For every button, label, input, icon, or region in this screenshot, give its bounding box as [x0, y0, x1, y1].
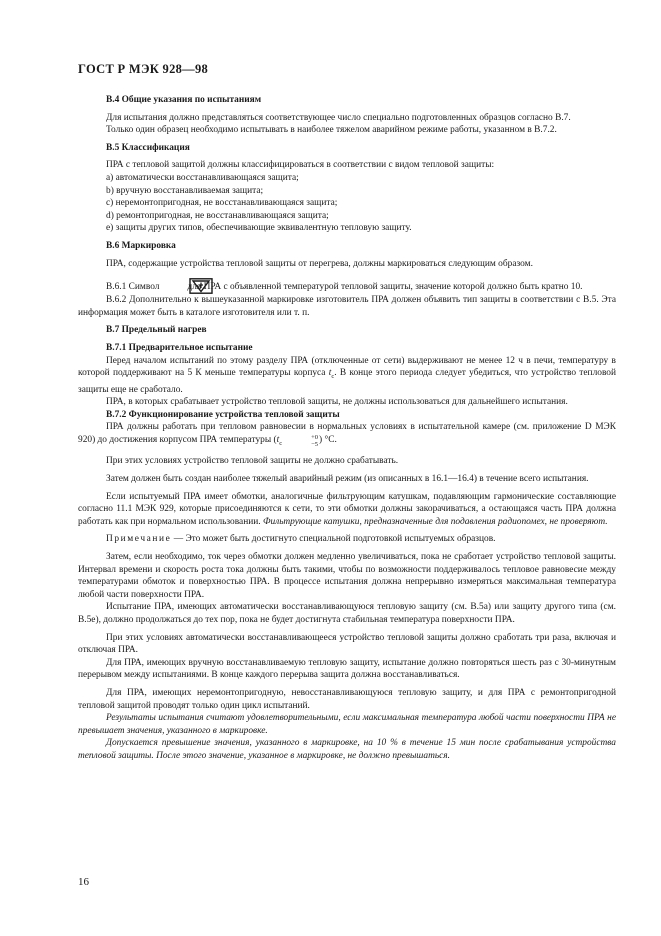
list-item: c) неремонтопригодная, не восстанавливающаяся защита;: [106, 198, 338, 209]
para-non-repairable: Для ПРА, имеющих неремонтопригодную, невосстанавливающуюся тепловую защиту, и для ПРА с ремонтопригодной тепловой защитой проводят только один цикл испытаний.: [78, 687, 616, 711]
section-b6-para-1: ПРА, содержащие устройства тепловой защиты от перегрева, должны маркироваться следующим образом.: [106, 258, 533, 269]
page-number: 16: [78, 876, 89, 888]
section-b5-intro: ПРА с тепловой защитой должны классифицироваться в соответствии с видом тепловой защиты:: [106, 160, 495, 171]
para-filter-windings: Если испытуемый ПРА имеет обмотки, аналогичные фильтрующим катушкам, подавляющим гармонические составляющие согласно 11.1 МЭК 929, которые присоединяются к сети, то эти обмотки должны закорачиваться, а остающаяся часть ПРА должна работать как при нормальном использовании. Фильтрующие катушки, предназначенные для подавления радиопомех, не проверяют.: [78, 491, 616, 527]
section-b7-2-title: В.7.2 Функционирование устройства тепловой защиты: [106, 409, 340, 420]
document-body: [78, 94, 616, 762]
list-item: е) защиты других типов, обеспечивающие эквивалентную тепловую защиту.: [106, 223, 412, 234]
list-item: b) вручную восстанавливаемая защита;: [106, 185, 264, 196]
section-b7-title: В.7 Предельный нагрев: [106, 325, 207, 336]
section-b7-1-title: В.7.1 Предварительное испытание: [106, 342, 253, 353]
section-b6-2: В.6.2 Дополнительно к вышеуказанной маркировке изготовитель ПРА должен объявить тип защиты в соответствии с В.5. Эта информация может быть в каталоге изготовителя или т. п.: [78, 295, 616, 318]
page-header: [78, 62, 616, 77]
section-b4-title: В.4 Общие указания по испытаниям: [106, 95, 262, 105]
section-b4-para-2: Только один образец необходимо испытывать в наиболее тяжелом аварийном режиме работы, указанном в В.7.2.: [106, 125, 557, 136]
para-allowed-excess: Допускается превышение значения, указанного в маркировке, на 10 % в течение 15 мин после срабатывания устройства тепловой защиты. После этого значение, указанное в маркировке, не должно превышаться.: [78, 738, 616, 761]
document-title: ГОСТ Р МЭК 928—98: [78, 62, 209, 76]
para-three-times: При этих условиях автоматически восстанавливающееся устройство тепловой защиты должно сработать три раза, включая и отключая ПРА.: [78, 632, 616, 656]
thermal-protection-symbol-icon: [161, 278, 185, 294]
section-b6-title: В.6 Маркировка: [106, 240, 176, 251]
section-b5-title: В.5 Классификация: [106, 142, 190, 153]
b61-text-b: для ПРА с объявленной температурой тепловой защиты, значение которой должно быть кратно 10.: [187, 282, 583, 293]
list-item: а) автоматически восстанавливающаяся защита;: [106, 172, 299, 183]
section-b4-para-1: Для испытания должно представляться соответствующее число специально подготовленных образцов согласно В.7.: [106, 112, 571, 123]
list-item: d) ремонтопригодная, не восстанавливающаяся защита;: [106, 210, 329, 221]
note: Примечание — Это может быть достигнуто специальной подготовкой испытуемых образцов.: [106, 534, 496, 545]
section-b6-1: [78, 278, 616, 294]
section-b7-1-para-1: Перед началом испытаний по этому разделу ПРА (отключенные от сети) выдерживают не менее 12 ч в печи, температуру в которой поддерживают на 5 К меньше температуры корпуса $t_c$. В конце этого периода следует убедиться, что устройство тепловой защиты еще не сработало.: [78, 355, 617, 395]
para-current-increase: Затем, если необходимо, ток через обмотки должен медленно увеличиваться, пока не сработает устройство тепловой защиты. Интервал времени и скорость роста тока должны быть такими, чтобы по возможности поддерживалось тепловое равновесие между температурами обмоток и поверхностью ПРА. В процессе испытания должна непрерывно измеряться максимальная температура любой части поверхности ПРА.: [78, 551, 616, 600]
para-manual-reset: Для ПРА, имеющих вручную восстанавливаемую тепловую защиту, испытание должно повторяться шесть раз с 30-минутным перерывом между испытаниями. В конце каждого перерыва защита должна восстанавливаться.: [78, 657, 616, 681]
temperature-tolerance: +0 −5: [311, 433, 319, 448]
section-b7-2-para-1: ПРА должны работать при тепловом равновесии в нормальных условиях в испытательной камере (см. приложение D МЭК 920) до достижения корпусом ПРА температуры ($t_c$ +0 −5 ) °С.: [78, 422, 616, 448]
para-results: Результаты испытания считают удовлетворительными, если максимальная температура любой части поверхности ПРА не превышает значения, указанного в маркировке.: [78, 713, 616, 736]
para-fault-mode: Затем должен быть создан наиболее тяжелый аварийный режим (из описанных в 16.1—16.4) в течение всего испытания.: [106, 474, 589, 484]
para-under-conditions: При этих условиях устройство тепловой защиты не должно срабатывать.: [106, 456, 399, 467]
section-b7-1-para-2: ПРА, в которых срабатывает устройство тепловой защиты, не должны использоваться для дальнейшего испытания.: [106, 397, 568, 408]
para-auto-reset: Испытание ПРА, имеющих автоматически восстанавливающуюся тепловую защиту (см. В.5а) или защиту другого типа (см. В.5е), должно продолжаться до тех пор, пока не будет достигнута стабильная температура поверхности ПРА.: [78, 602, 616, 625]
b61-text-a: В.6.1 Символ: [106, 282, 160, 293]
